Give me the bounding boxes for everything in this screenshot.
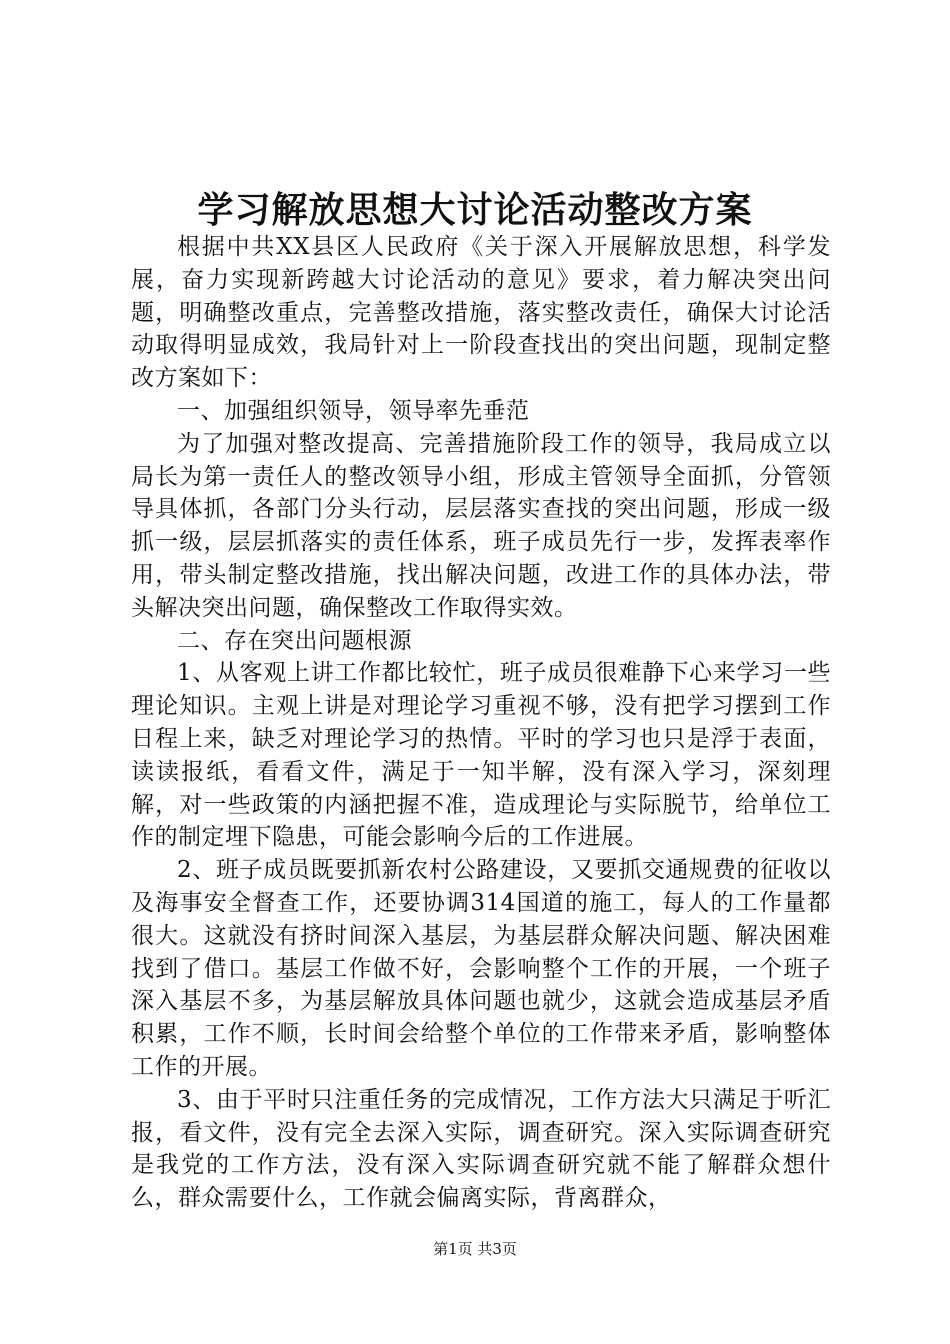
section-1-paragraph: 为了加强对整改提高、完善措施阶段工作的领导，我局成立以局长为第一责任人的整改领导小组，形成主管领导全面抓，分管领导具体抓，各部门分头行动，层层落实查找的突出问题，形成一级抓一级，层层抓落实的责任体系，班子成员先行一步，发挥表率作用，带头制定整改措施，找出解决问题，改进工作的具体办法，带头解决突出问题，确保整改工作取得实效。 bbox=[131, 430, 831, 621]
problem-1-paragraph: 1、从客观上讲工作都比较忙，班子成员很难静下心来学习一些理论知识。主观上讲是对理论学习重视不够，没有把学习摆到工作日程上来，缺乏对理论学习的热情。平时的学习也只是浮于表面，读读报纸，看看文件，满足于一知半解，没有深入学习，深刻理解，对一些政策的内涵把握不准，造成理论与实际脱节，给单位工作的制定埋下隐患，可能会影响今后的工作进展。 bbox=[131, 660, 831, 851]
intro-paragraph: 根据中共XX县区人民政府《关于深入开展解放思想，科学发展，奋力实现新跨越大讨论活动的意见》要求，着力解决突出问题，明确整改重点，完善整改措施，落实整改责任，确保大讨论活动取得明显成效，我局针对上一阶段查找出的突出问题，现制定整改方案如下： bbox=[131, 234, 831, 392]
document-title: 学习解放思想大讨论活动整改方案 bbox=[197, 189, 753, 231]
section-heading-2: 二、存在突出问题根源 bbox=[177, 627, 412, 654]
section-heading-1: 一、加强组织领导，领导率先垂范 bbox=[177, 397, 530, 424]
problem-2-paragraph: 2、班子成员既要抓新农村公路建设，又要抓交通规费的征收以及海事安全督查工作，还要协调314国道的施工，每人的工作量都很大。这就没有挤时间深入基层，为基层群众解决问题、解决困难找到了借口。基层工作做不好，会影响整个工作的开展，一个班子深入基层不多，为基层解放具体问题也就少，这就会造成基层矛盾积累，工作不顺，长时间会给整个单位的工作带来矛盾，影响整体工作的开展。 bbox=[131, 857, 831, 1080]
page-number-footer: 第1页 共3页 bbox=[433, 1240, 517, 1258]
problem-3-paragraph: 3、由于平时只注重任务的完成情况，工作方法大只满足于听汇报，看文件，没有完全去深入实际，调查研究。深入实际调查研究是我党的工作方法，没有深入实际调查研究就不能了解群众想什么，群众需要什么，工作就会偏离实际，背离群众， bbox=[131, 1086, 831, 1212]
document-body bbox=[131, 231, 831, 1215]
